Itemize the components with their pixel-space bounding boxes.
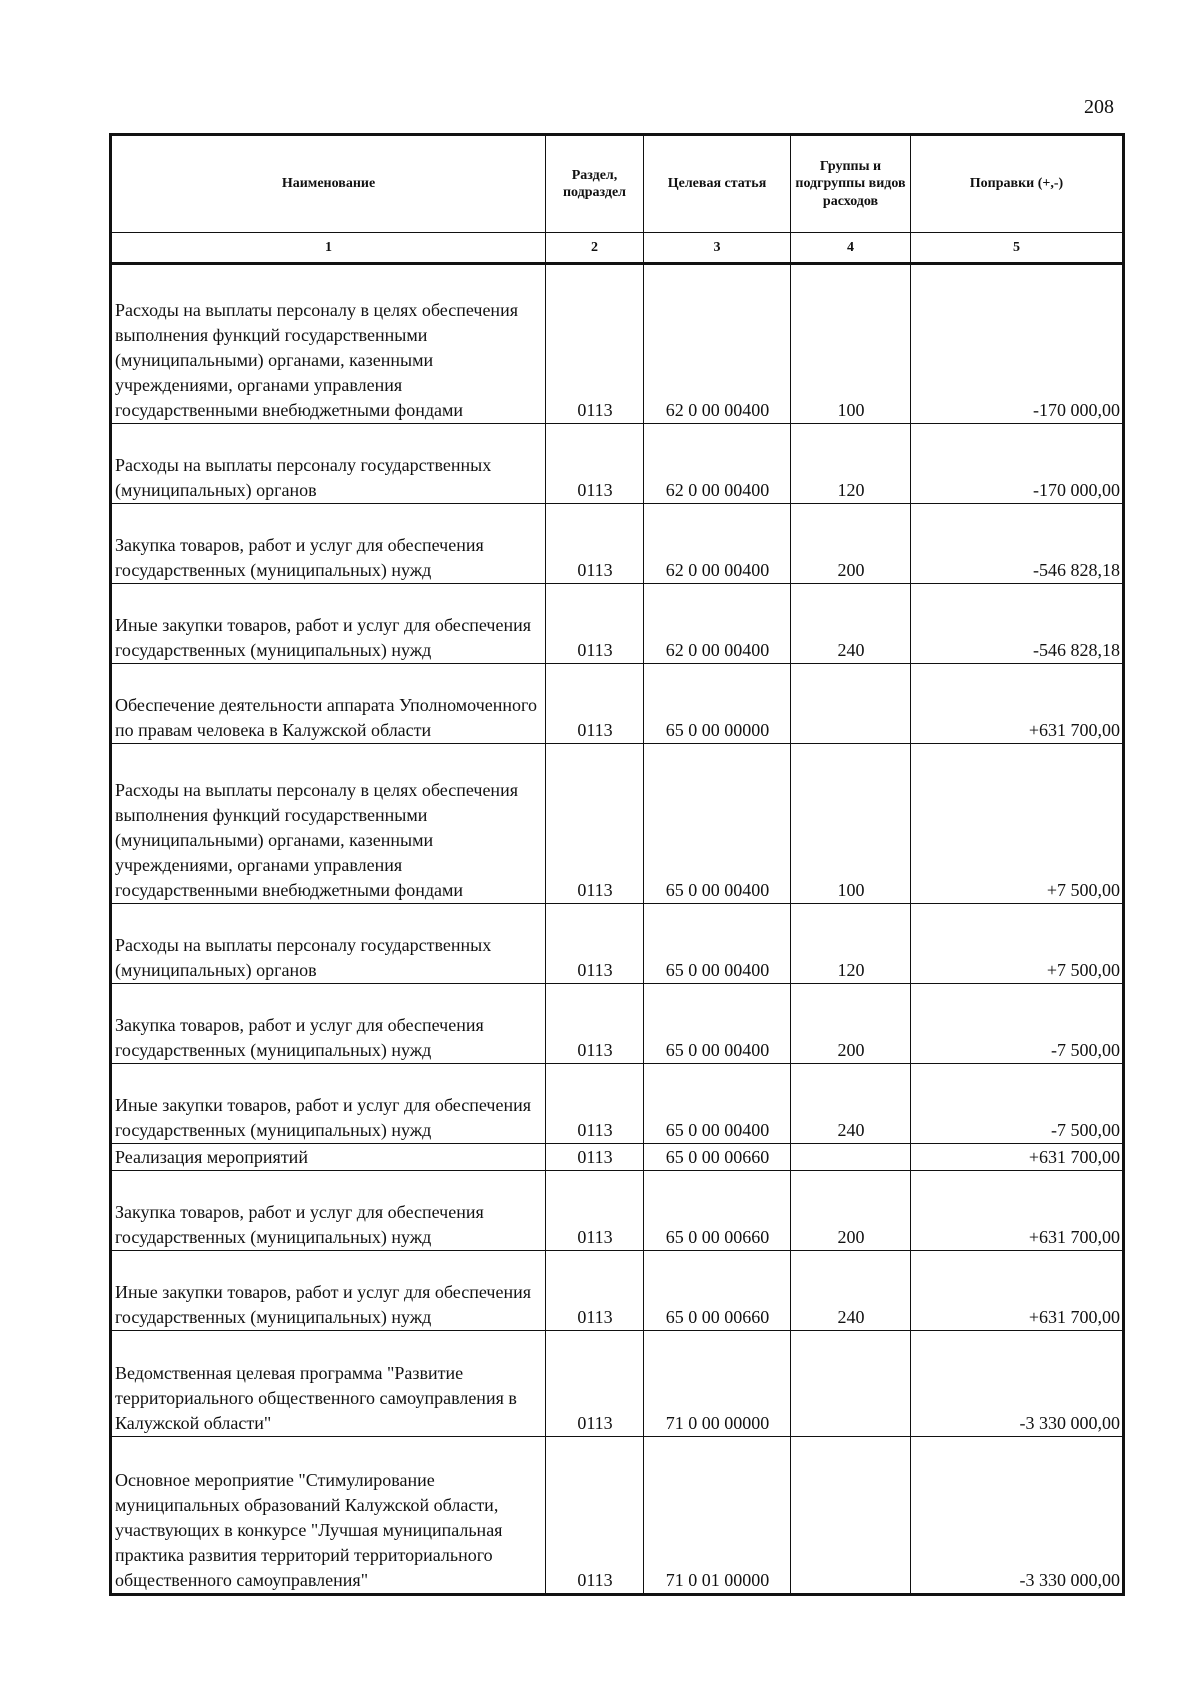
row-amount: +631 700,00 [911,1171,1124,1251]
table-row [111,904,1124,984]
row-group [791,1331,911,1437]
table-row [111,744,1124,904]
row-section: 0113 [546,1144,644,1171]
row-group: 200 [791,984,911,1064]
row-amount: -3 330 000,00 [911,1437,1124,1595]
row-name: Обеспечение деятельности аппарата Уполномоченного по правам человека в Калужской области [111,664,546,744]
row-target: 65 0 00 00400 [644,744,791,904]
page-number: 208 [1084,96,1114,118]
row-section: 0113 [546,584,644,664]
row-name: Иные закупки товаров, работ и услуг для обеспечения государственных (муниципальных) нужд [111,584,546,664]
row-target: 71 0 01 00000 [644,1437,791,1595]
table-row [111,1437,1124,1595]
row-group: 120 [791,904,911,984]
row-amount: +7 500,00 [911,904,1124,984]
header-name: Наименование [111,135,546,233]
table-row [111,1331,1124,1437]
row-group: 240 [791,584,911,664]
row-section: 0113 [546,904,644,984]
row-target: 65 0 00 00000 [644,664,791,744]
column-number: 3 [644,233,791,264]
row-name: Расходы на выплаты персоналу государственных (муниципальных) органов [111,904,546,984]
row-section: 0113 [546,984,644,1064]
row-name: Иные закупки товаров, работ и услуг для обеспечения государственных (муниципальных) нужд [111,1251,546,1331]
row-group: 120 [791,424,911,504]
column-number: 2 [546,233,644,264]
row-group: 100 [791,264,911,424]
table-row [111,664,1124,744]
row-amount: -3 330 000,00 [911,1331,1124,1437]
header-section: Раздел, подраздел [546,135,644,233]
budget-amendments-table [109,133,1125,1596]
row-target: 65 0 00 00660 [644,1171,791,1251]
table-row [111,424,1124,504]
row-name: Расходы на выплаты персоналу государственных (муниципальных) органов [111,424,546,504]
row-target: 62 0 00 00400 [644,264,791,424]
row-target: 65 0 00 00400 [644,904,791,984]
row-amount: -7 500,00 [911,1064,1124,1144]
table-row [111,1251,1124,1331]
row-name: Ведомственная целевая программа "Развитие территориального общественного самоуправления в Калужской области" [111,1331,546,1437]
column-number: 1 [111,233,546,264]
row-amount: +631 700,00 [911,1251,1124,1331]
row-name: Расходы на выплаты персоналу в целях обеспечения выполнения функций государственными (муниципальными) органами, казенными учреждениями, органами управления государственными внебюджетными фондами [111,744,546,904]
row-section: 0113 [546,744,644,904]
row-amount: -170 000,00 [911,264,1124,424]
row-section: 0113 [546,1064,644,1144]
row-group: 200 [791,1171,911,1251]
row-target: 62 0 00 00400 [644,504,791,584]
column-number: 4 [791,233,911,264]
row-group: 240 [791,1064,911,1144]
row-target: 71 0 00 00000 [644,1331,791,1437]
row-amount: +7 500,00 [911,744,1124,904]
row-group [791,664,911,744]
row-name: Основное мероприятие "Стимулирование муниципальных образований Калужской области, участвующих в конкурсе "Лучшая муниципальная практика развития территорий территориального общественного самоуправления" [111,1437,546,1595]
row-target: 65 0 00 00400 [644,1064,791,1144]
table-row [111,1171,1124,1251]
row-group: 240 [791,1251,911,1331]
row-amount: +631 700,00 [911,1144,1124,1171]
row-section: 0113 [546,664,644,744]
header-target: Целевая статья [644,135,791,233]
row-group [791,1437,911,1595]
row-target: 65 0 00 00400 [644,984,791,1064]
row-group: 200 [791,504,911,584]
row-target: 65 0 00 00660 [644,1251,791,1331]
row-group: 100 [791,744,911,904]
row-name: Закупка товаров, работ и услуг для обеспечения государственных (муниципальных) нужд [111,504,546,584]
row-amount: +631 700,00 [911,664,1124,744]
column-number: 5 [911,233,1124,264]
row-section: 0113 [546,1331,644,1437]
table-row [111,264,1124,424]
row-name: Закупка товаров, работ и услуг для обеспечения государственных (муниципальных) нужд [111,1171,546,1251]
table-row [111,1064,1124,1144]
row-target: 62 0 00 00400 [644,584,791,664]
row-section: 0113 [546,504,644,584]
row-group [791,1144,911,1171]
row-section: 0113 [546,1171,644,1251]
row-section: 0113 [546,424,644,504]
row-name: Расходы на выплаты персоналу в целях обеспечения выполнения функций государственными (муниципальными) органами, казенными учреждениями, органами управления государственными внебюджетными фондами [111,264,546,424]
column-number-row [111,233,1124,264]
row-amount: -170 000,00 [911,424,1124,504]
row-section: 0113 [546,264,644,424]
table-row [111,1144,1124,1171]
row-section: 0113 [546,1437,644,1595]
table-row [111,584,1124,664]
table-row [111,504,1124,584]
row-section: 0113 [546,1251,644,1331]
row-amount: -546 828,18 [911,504,1124,584]
row-amount: -546 828,18 [911,584,1124,664]
table-header-row [111,135,1124,233]
row-name: Реализация мероприятий [111,1144,546,1171]
header-group: Группы и подгруппы видов расходов [791,135,911,233]
row-target: 62 0 00 00400 [644,424,791,504]
row-target: 65 0 00 00660 [644,1144,791,1171]
row-name: Иные закупки товаров, работ и услуг для обеспечения государственных (муниципальных) нужд [111,1064,546,1144]
row-amount: -7 500,00 [911,984,1124,1064]
row-name: Закупка товаров, работ и услуг для обеспечения государственных (муниципальных) нужд [111,984,546,1064]
table-row [111,984,1124,1064]
header-amount: Поправки (+,-) [911,135,1124,233]
